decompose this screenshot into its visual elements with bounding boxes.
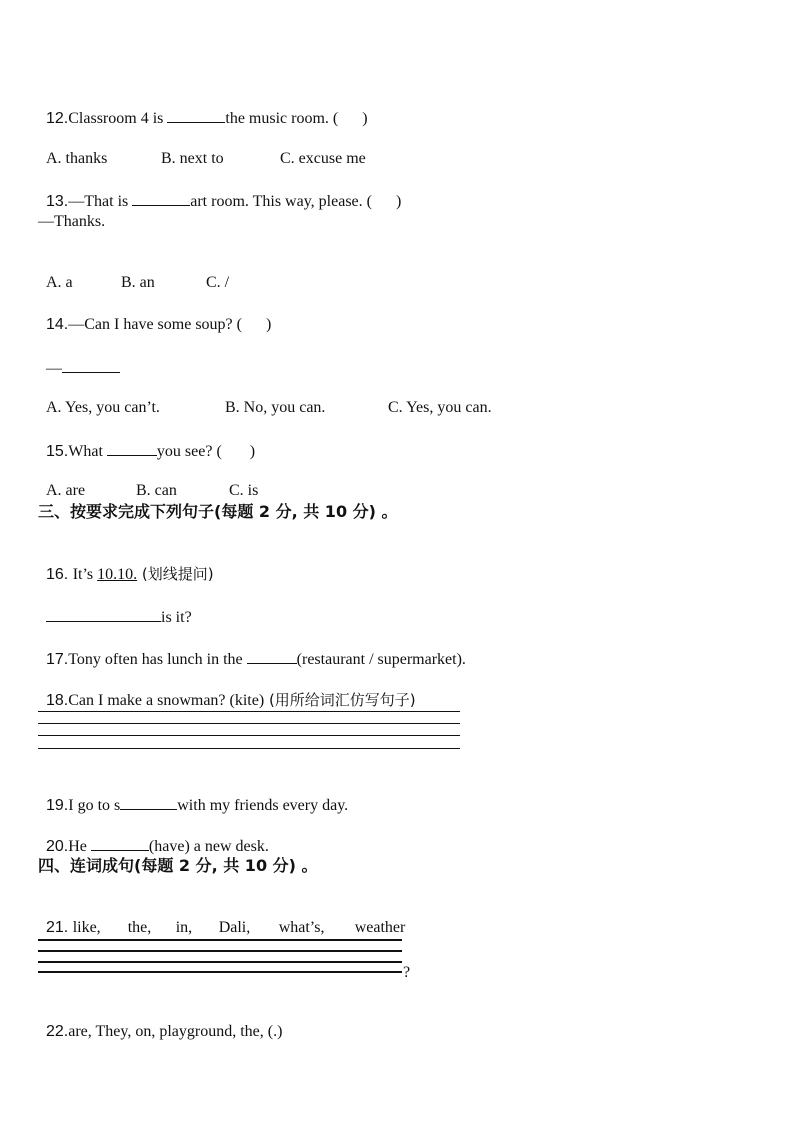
question-number: 13. <box>46 193 69 210</box>
question-text: He <box>68 838 91 855</box>
question-number: 19. <box>46 797 69 814</box>
question-text: I go to s <box>68 797 121 814</box>
paren-close: ) <box>362 110 368 127</box>
question-number: 16. <box>46 566 73 583</box>
instruction-note: (用所给词汇仿写句子) <box>264 691 416 709</box>
question-number: 17. <box>46 651 69 668</box>
instruction-note: (划线提问) <box>137 565 214 583</box>
section-3-title: 三、按要求完成下列句子(每题 2 分, 共 10 分) 。 <box>38 502 398 521</box>
underlined-answer: 10.10. <box>97 566 138 583</box>
dash: — <box>46 360 62 377</box>
question-22 <box>38 1002 282 1042</box>
option-a[interactable]: A. thanks <box>46 150 108 167</box>
question-text: with my friends every day. <box>177 797 349 814</box>
answer-line[interactable] <box>38 711 460 712</box>
question-number: 15. <box>46 443 69 460</box>
question-15-options <box>38 461 258 501</box>
answer-line[interactable] <box>38 961 402 963</box>
word-tile: the, <box>127 919 152 936</box>
question-number: 20. <box>46 838 69 855</box>
question-15 <box>38 420 255 462</box>
question-number: 21. <box>46 919 73 936</box>
word-tile: weather <box>354 919 406 936</box>
section-4-title: 四、连词成句(每题 2 分, 共 10 分) 。 <box>38 856 318 875</box>
word-tile: what’s, <box>278 919 325 936</box>
question-text: is it? <box>161 609 192 626</box>
question-text: That is <box>84 193 133 210</box>
question-text: the music room. ( <box>225 110 339 127</box>
paren-close: ) <box>395 193 402 210</box>
dash: — <box>68 193 85 210</box>
option-c[interactable]: C. excuse me <box>280 150 366 167</box>
question-17 <box>38 628 466 670</box>
answer-line[interactable] <box>38 950 402 952</box>
question-text: (restaurant / supermarket). <box>296 651 466 668</box>
option-c[interactable]: C. / <box>206 274 230 291</box>
option-b[interactable]: B. can <box>136 482 177 499</box>
question-18 <box>38 670 416 711</box>
question-text: Can I have some soup? ( <box>84 316 242 333</box>
answer-blank[interactable] <box>120 794 177 810</box>
question-13-reply: —Thanks. <box>38 213 106 230</box>
answer-blank[interactable] <box>167 107 225 123</box>
option-a[interactable]: A. Yes, you can’t. <box>46 399 160 416</box>
question-number: 12. <box>46 110 69 127</box>
question-13 <box>38 170 401 212</box>
paren-close: ) <box>265 316 272 333</box>
question-number: 18. <box>46 692 69 709</box>
answer-line[interactable] <box>38 735 460 736</box>
question-text: you see? ( <box>156 443 222 460</box>
dash: — <box>68 316 85 333</box>
question-number: 14. <box>46 316 69 333</box>
answer-blank[interactable] <box>132 190 190 206</box>
answer-blank[interactable] <box>46 606 161 622</box>
question-14-reply <box>38 337 120 379</box>
question-12-options <box>38 129 366 169</box>
question-text: Classroom 4 is <box>68 110 168 127</box>
word-tile: in, <box>175 919 193 936</box>
answer-line[interactable] <box>38 939 402 941</box>
answer-line[interactable] <box>38 971 402 973</box>
question-text: are, They, on, playground, the, (.) <box>68 1023 283 1040</box>
question-12 <box>38 87 368 129</box>
option-a[interactable]: A. a <box>46 274 73 291</box>
question-14-options <box>38 378 492 418</box>
answer-blank[interactable] <box>62 357 120 373</box>
option-a[interactable]: A. are <box>46 482 86 499</box>
question-text: It’s <box>72 566 98 583</box>
answer-line[interactable] <box>38 748 460 749</box>
question-text: Tony often has lunch in the <box>68 651 247 668</box>
question-20 <box>38 815 269 857</box>
answer-blank[interactable] <box>91 835 149 851</box>
word-tile: like, <box>72 919 101 936</box>
answer-blank[interactable] <box>247 648 297 664</box>
question-text: (have) a new desk. <box>148 838 269 855</box>
option-c[interactable]: C. is <box>229 482 259 499</box>
word-tile: Dali, <box>218 919 251 936</box>
option-b[interactable]: B. No, you can. <box>225 399 326 416</box>
question-13-options <box>38 253 229 293</box>
question-14 <box>38 295 271 335</box>
answer-blank[interactable] <box>107 440 157 456</box>
paren-close: ) <box>249 443 256 460</box>
option-b[interactable]: B. next to <box>161 150 224 167</box>
answer-line[interactable] <box>38 723 460 724</box>
question-text: art room. This way, please. ( <box>190 193 372 210</box>
question-number: 22. <box>46 1023 69 1040</box>
option-b[interactable]: B. an <box>121 274 155 291</box>
question-mark: ? <box>403 964 411 981</box>
question-text: Can I make a snowman? (kite) <box>68 692 265 709</box>
question-16-answer-line <box>38 586 192 628</box>
question-16 <box>38 544 214 585</box>
question-text: What <box>68 443 107 460</box>
question-21 <box>38 898 405 938</box>
question-19 <box>38 774 348 816</box>
option-c[interactable]: C. Yes, you can. <box>388 399 492 416</box>
